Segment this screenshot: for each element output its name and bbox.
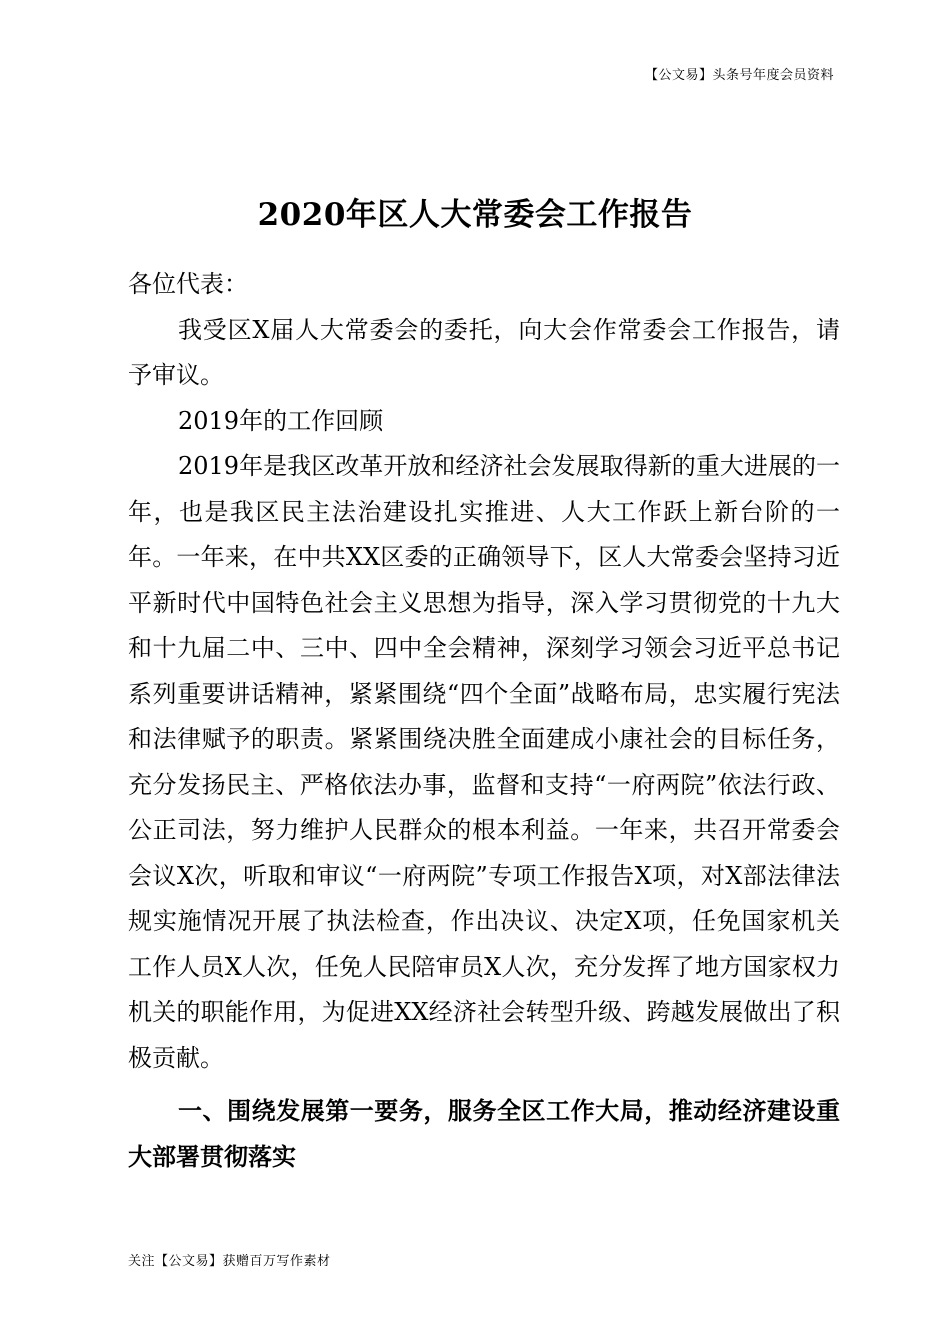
section-title: 2019年的工作回顾	[178, 406, 384, 435]
document-title: 2020年区人大常委会工作报告	[257, 196, 693, 233]
salutation: 各位代表：	[128, 270, 248, 298]
intro-paragraph: 我受区X届人大常委会的委托，向大会作常委会工作报告，请予审议。	[128, 315, 840, 389]
page-header-note: 【公文易】头条号年度会员资料	[644, 68, 834, 83]
review-paragraph: 2019年是我区改革开放和经济社会发展取得新的重大进展的一年，也是我区民主法治建设扎实推进、人大工作跃上新台阶的一年。一年来，在中共XX区委的正确领导下，区人大常委会坚持习近平新时代中国特色社会主义思想为指导，深入学习贯彻党的十九大和十九届二中、三中、四中全会精神，深刻学习领会习近平总书记系列重要讲话精神，紧紧围绕“四个全面”战略布局，忠实履行宪法和法律赋予的职责。紧紧围绕决胜全面建成小康社会的目标任务，充分发扬民主、严格依法办事，监督和支持“一府两院”依法行政、公正司法，努力维护人民群众的根本利益。一年来，共召开常委会会议X次，听取和审议“一府两院”专项工作报告X项，对X部法律法规实施情况开展了执法检查，作出决议、决定X项，任免国家机关工作人员X人次，任免人民陪审员X人次，充分发挥了地方国家权力机关的职能作用，为促进XX经济社会转型升级、跨越发展做出了积极贡献。	[128, 452, 840, 1072]
document-body	[128, 262, 840, 1180]
heading-one: 一、围绕发展第一要务，服务全区工作大局，推动经济建设重大部署贯彻落实	[128, 1097, 840, 1171]
page-footer-note: 关注【公文易】获赠百万写作素材	[128, 1254, 331, 1269]
